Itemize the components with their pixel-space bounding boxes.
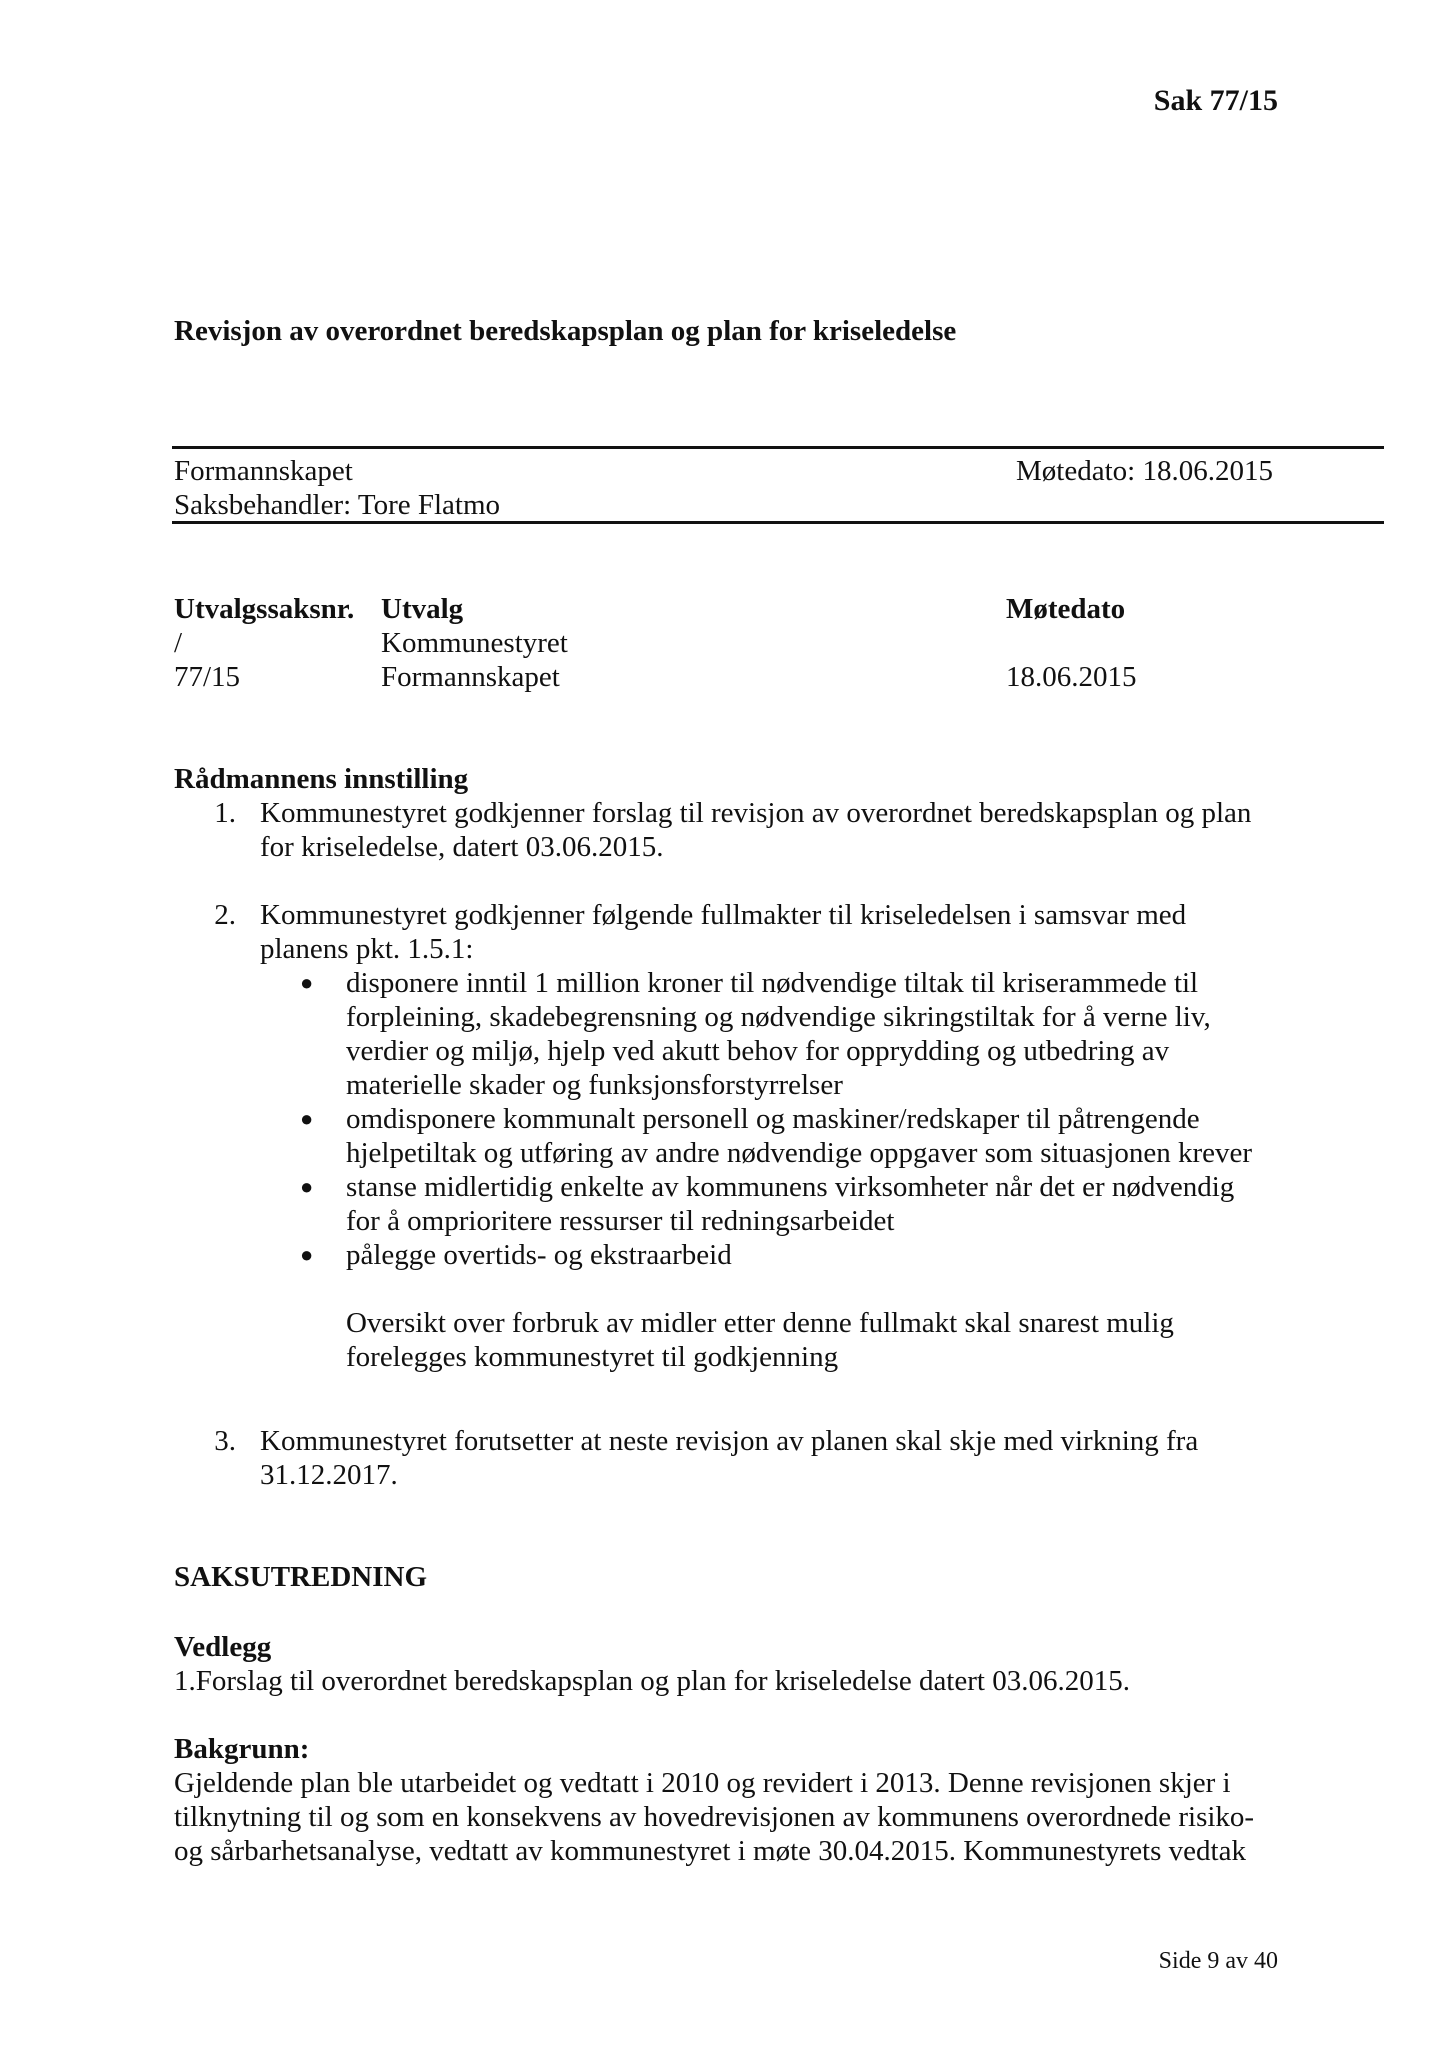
table-header-cell: Møtedato: [1006, 593, 1126, 625]
table-cell: Kommunestyret: [381, 627, 568, 659]
top-rule: [172, 446, 1384, 449]
background-text-line: tilknytning til og som en konsekvens av hovedrevisjonen av kommunens overordnede risiko-: [174, 1801, 1255, 1833]
item-text-line: Kommunestyret godkjenner forslag til revisjon av overordnet beredskapsplan og plan: [260, 797, 1252, 829]
case-officer: Saksbehandler: Tore Flatmo: [174, 489, 501, 521]
table-row: [174, 660, 1206, 694]
bullet-text-line: for å omprioritere ressurser til redningsarbeidet: [346, 1205, 895, 1237]
bullet-text-line: omdisponere kommunalt personell og maskiner/redskaper til påtrengende: [346, 1103, 1200, 1135]
background-text-line: og sårbarhetsanalyse, vedtatt av kommunestyret i møte 30.04.2015. Kommunestyrets vedtak: [174, 1835, 1246, 1867]
table-header-cell: Utvalg: [381, 593, 464, 625]
document-title: Revisjon av overordnet beredskapsplan og plan for kriseledelse: [174, 315, 957, 347]
table-header-row: [174, 592, 1206, 626]
table-cell: Formannskapet: [381, 661, 560, 693]
bullet-text-line: disponere inntil 1 million kroner til nødvendige tiltak til kriserammede til: [346, 967, 1199, 999]
bullet-icon: ●: [300, 1242, 314, 1267]
bullet-text-line: stanse midlertidig enkelte av kommunens virksomheter når det er nødvendig: [346, 1171, 1235, 1203]
bottom-rule: [172, 521, 1384, 524]
case-number: Sak 77/15: [1153, 84, 1278, 117]
meeting-table: [174, 592, 1206, 694]
page-number: Side 9 av 40: [1158, 1948, 1278, 1974]
bullet-text-line: verdier og miljø, hjelp ved akutt behov for opprydding og utbedring av: [346, 1035, 1170, 1067]
bullet-text-line: hjelpetiltak og utføring av andre nødvendige oppgaver som situasjonen krever: [346, 1137, 1252, 1169]
item-text-line: 31.12.2017.: [260, 1459, 398, 1491]
table-header-cell: Utvalgssaksnr.: [174, 593, 355, 625]
table-cell: /: [174, 627, 183, 659]
bullet-text-line: forpleining, skadebegrensning og nødvendige sikringstiltak for å verne liv,: [346, 1001, 1211, 1033]
note-text-line: forelegges kommunestyret til godkjenning: [346, 1341, 839, 1373]
background-heading: Bakgrunn:: [174, 1733, 310, 1765]
attachments-heading: Vedlegg: [174, 1631, 272, 1663]
committee-name: Formannskapet: [174, 455, 353, 487]
item-text-line: for kriseledelse, datert 03.06.2015.: [260, 831, 664, 863]
meeting-date: Møtedato: 18.06.2015: [1016, 455, 1273, 487]
item-text-line: planens pkt. 1.5.1:: [260, 933, 474, 965]
table-cell: [1006, 626, 1206, 660]
report-heading: SAKSUTREDNING: [174, 1561, 427, 1593]
bullet-text-line: materielle skader og funksjonsforstyrrelser: [346, 1069, 843, 1101]
item-text-line: Kommunestyret godkjenner følgende fullmakter til kriseledelsen i samsvar med: [260, 899, 1187, 931]
attachment-item: 1.Forslag til overordnet beredskapsplan og plan for kriseledelse datert 03.06.2015.: [174, 1665, 1130, 1697]
item-number: 2.: [214, 899, 236, 931]
background-text-line: Gjeldende plan ble utarbeidet og vedtatt i 2010 og revidert i 2013. Denne revisjonen skjer i: [174, 1767, 1231, 1799]
bullet-icon: ●: [300, 1106, 314, 1131]
item-number: 3.: [214, 1425, 236, 1457]
item-text-line: Kommunestyret forutsetter at neste revisjon av planen skal skje med virkning fra: [260, 1425, 1199, 1457]
table-cell: 77/15: [174, 661, 241, 693]
table-cell: 18.06.2015: [1006, 661, 1137, 693]
recommendation-heading: Rådmannens innstilling: [174, 763, 469, 795]
table-row: [174, 626, 1206, 660]
bullet-icon: ●: [300, 1174, 314, 1199]
bullet-icon: ●: [300, 970, 314, 995]
item-number: 1.: [214, 797, 236, 829]
note-text-line: Oversikt over forbruk av midler etter denne fullmakt skal snarest mulig: [346, 1307, 1174, 1339]
bullet-text-line: pålegge overtids- og ekstraarbeid: [346, 1239, 732, 1271]
